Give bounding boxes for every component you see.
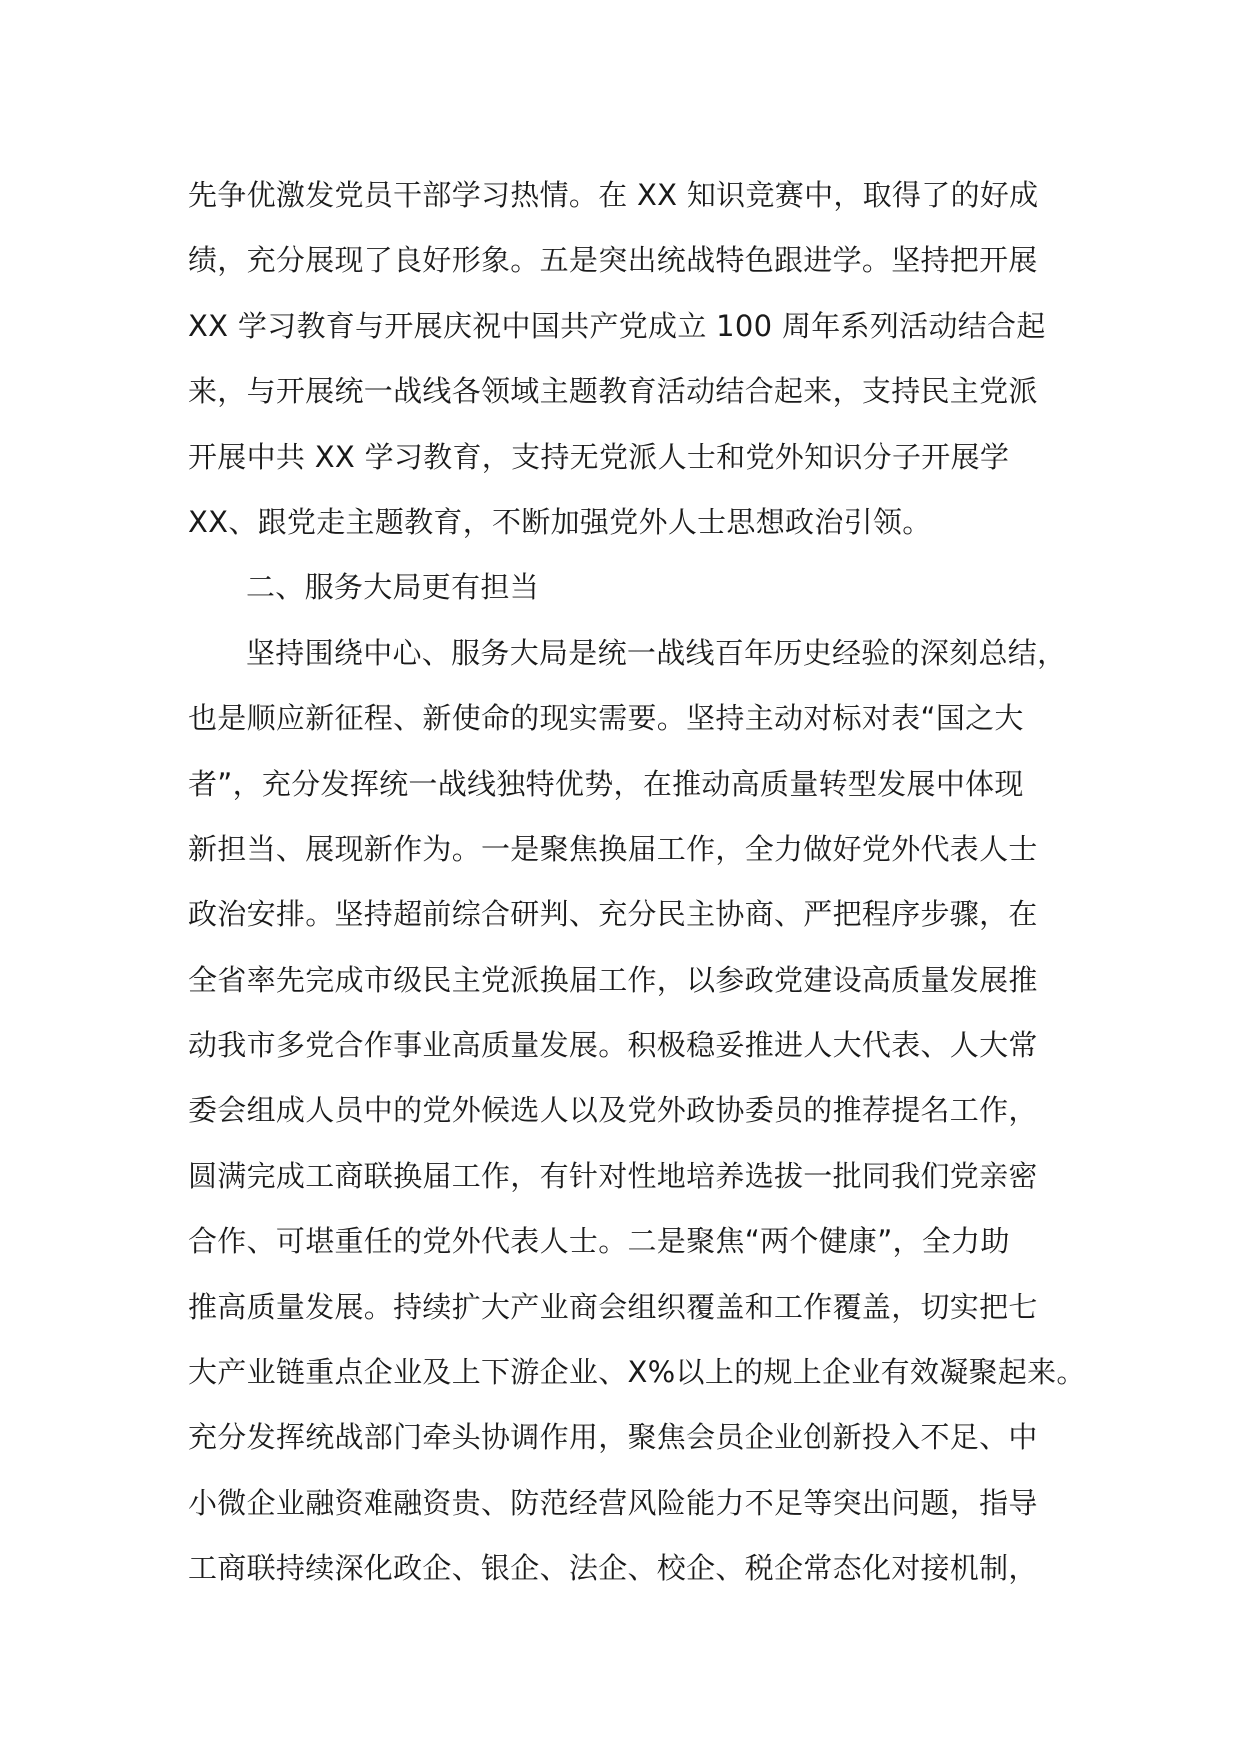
text-line: XX 学习教育与开展庆祝中国共产党成立 100 周年系列活动结合起: [188, 308, 1046, 343]
text-line: 充分发挥统战部门牵头协调作用，聚焦会员企业创新投入不足、中: [188, 1420, 1038, 1455]
text-line: 坚持围绕中心、服务大局是统一战线百年历史经验的深刻总结，: [246, 635, 1067, 670]
section-heading: 二、服务大局更有担当: [246, 570, 540, 605]
text-line: 也是顺应新征程、新使命的现实需要。坚持主动对标对表“国之大: [188, 701, 1024, 736]
text-line: 来，与开展统一战线各领域主题教育活动结合起来，支持民主党派: [188, 374, 1038, 409]
text-line: 者”，充分发挥统一战线独特优势，在推动高质量转型发展中体现: [188, 766, 1024, 801]
text-line: 全省率先完成市级民主党派换届工作，以参政党建设高质量发展推: [188, 962, 1038, 997]
text-line: 推高质量发展。持续扩大产业商会组织覆盖和工作覆盖，切实把七: [188, 1289, 1038, 1324]
text-line: 新担当、展现新作为。一是聚焦换届工作，全力做好党外代表人士: [188, 831, 1038, 866]
text-line: 绩，充分展现了良好形象。五是突出统战特色跟进学。坚持把开展: [188, 243, 1038, 278]
text-line: 大产业链重点企业及上下游企业、X%以上的规上企业有效凝聚起来。: [188, 1355, 1086, 1390]
text-line: 开展中共 XX 学习教育，支持无党派人士和党外知识分子开展学: [188, 439, 1010, 474]
text-line: 小微企业融资难融资贵、防范经营风险能力不足等突出问题，指导: [188, 1485, 1038, 1520]
text-line: 圆满完成工商联换届工作，有针对性地培养选拔一批同我们党亲密: [188, 1158, 1038, 1193]
body-text: [188, 163, 1086, 1602]
text-line: 委会组成人员中的党外候选人以及党外政协委员的推荐提名工作，: [188, 1093, 1038, 1128]
text-line: 动我市多党合作事业高质量发展。积极稳妥推进人大代表、人大常: [188, 1028, 1038, 1063]
text-line: 政治安排。坚持超前综合研判、充分民主协商、严把程序步骤，在: [188, 897, 1038, 932]
text-line: 先争优激发党员干部学习热情。在 XX 知识竞赛中，取得了的好成: [188, 178, 1039, 212]
text-line: XX、跟党走主题教育，不断加强党外人士思想政治引领。: [188, 504, 932, 539]
text-line: 工商联持续深化政企、银企、法企、校企、税企常态化对接机制，: [188, 1551, 1038, 1586]
text-line: 合作、可堪重任的党外代表人士。二是聚焦“两个健康”，全力助: [188, 1224, 1010, 1259]
